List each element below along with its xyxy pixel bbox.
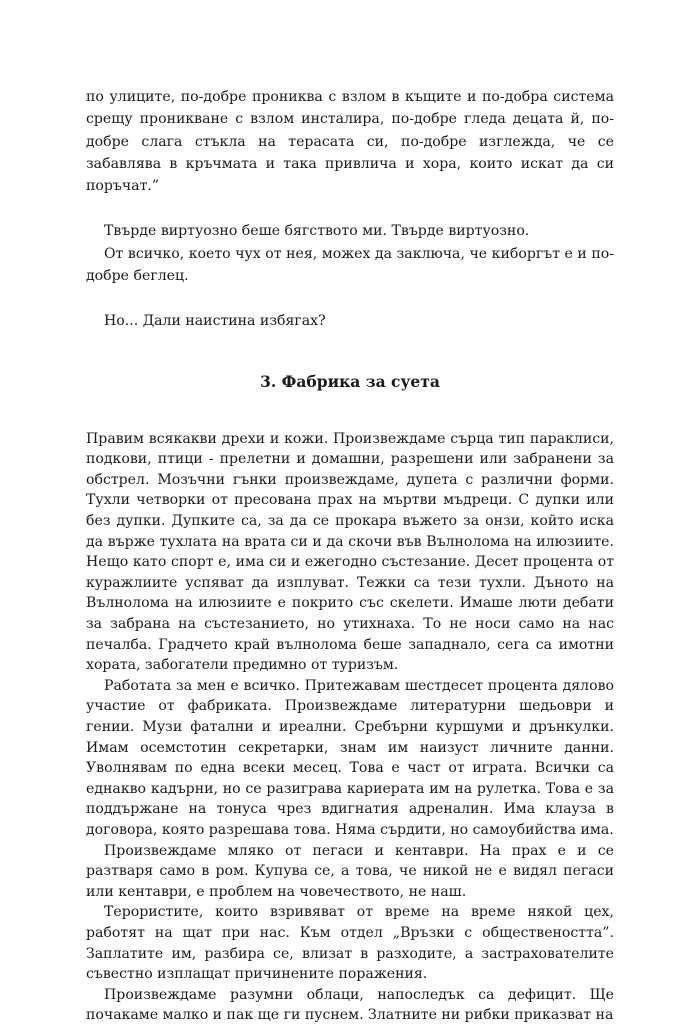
book-page [86, 86, 614, 1026]
paragraph-gap [86, 287, 614, 310]
paragraph: Терористите, които взривяват от време на време някой цех, работят на щат при нас. Към отдел „Връзки с обществеността”. Заплатите им, разбира се, влизат в разходите, а застрахователите съвестно изплащат причинените поражения. [86, 904, 614, 983]
paragraph-gap [86, 197, 614, 220]
paragraph: Но... Дали наистина избягах? [104, 313, 326, 330]
paragraph: по улиците, по-добре прониква с взлом в къщите и по-добра система срещу проникване с взлом инсталира, по-добре гледа децата й, по-добре слага стъкла на терасата си, по-добре изглежда, че се забавлява в кръчмата и така привлича и хора, които искат да си поръчат.” [86, 89, 614, 195]
paragraph: От всичко, което чух от нея, можех да заключа, че киборгът е и по-добре беглец. [86, 245, 614, 285]
chapter-body [86, 429, 614, 1026]
paragraph: Произвеждаме разумни облаци, напоследък са дефицит. Ще почакаме малко и пак ще ги пуснем. Златните ни рибки приказват на [86, 986, 614, 1024]
paragraph: Правим всякакви дрехи и кожи. Произвеждаме сърца тип параклиси, подкови, птици - прелетни и домашни, разрешени или забранени за обстрел. Мозъчни гънки произвеждаме, дупета с различни форми. Тухли четворки от пресована прах на мъртви мъдреци. С дупки или без дупки. Дупките са, за да се прокара въжето за онзи, който иска да върже тухлата на врата си и да скочи във Вълнолома на илюзиите. Нещо като спорт е, има си и ежегодно състезание. Десет процента от куражлиите успяват да изплуват. Тежки са тези тухли. Дъното на Вълнолома на илюзиите е покрито със скелети. Имаше люти дебати за забрана на състезанието, но утихнаха. То не носи само на нас печалба. Градчето край вълнолома беше западнало, сега са имотни хората, забогатели предимно от туризъм. [86, 430, 614, 674]
paragraph: Работата за мен е всичко. Притежавам шестдесет процента дялово участие от фабриката. Произвеждаме литературни шедьоври и гении. Музи фатални и иреални. Сребърни куршуми и дрънкулки. Имам осемстотин секретарки, знам им наизуст личните данни. Уволнявам по една всеки месец. Това е част от играта. Всички са еднакво кадърни, но се разиграва кариерата им на рулетка. Това е за поддържане на тонуса чрез вдигнатия адреналин. Има клауза в договора, която разрешава това. Няма сърдити, но самоубийства има. [86, 677, 614, 838]
chapter-title: 3. Фабрика за суета [260, 371, 440, 391]
paragraph: Твърде виртуозно беше бягството ми. Твърде виртуозно. [104, 223, 530, 240]
paragraph: Произвеждаме мляко от пегаси и кентаври. На прах е и се разтваря само в ром. Купува се, а това, че никой не е видял пегаси или кентаври, е проблем на човечеството, не наш. [86, 842, 614, 900]
